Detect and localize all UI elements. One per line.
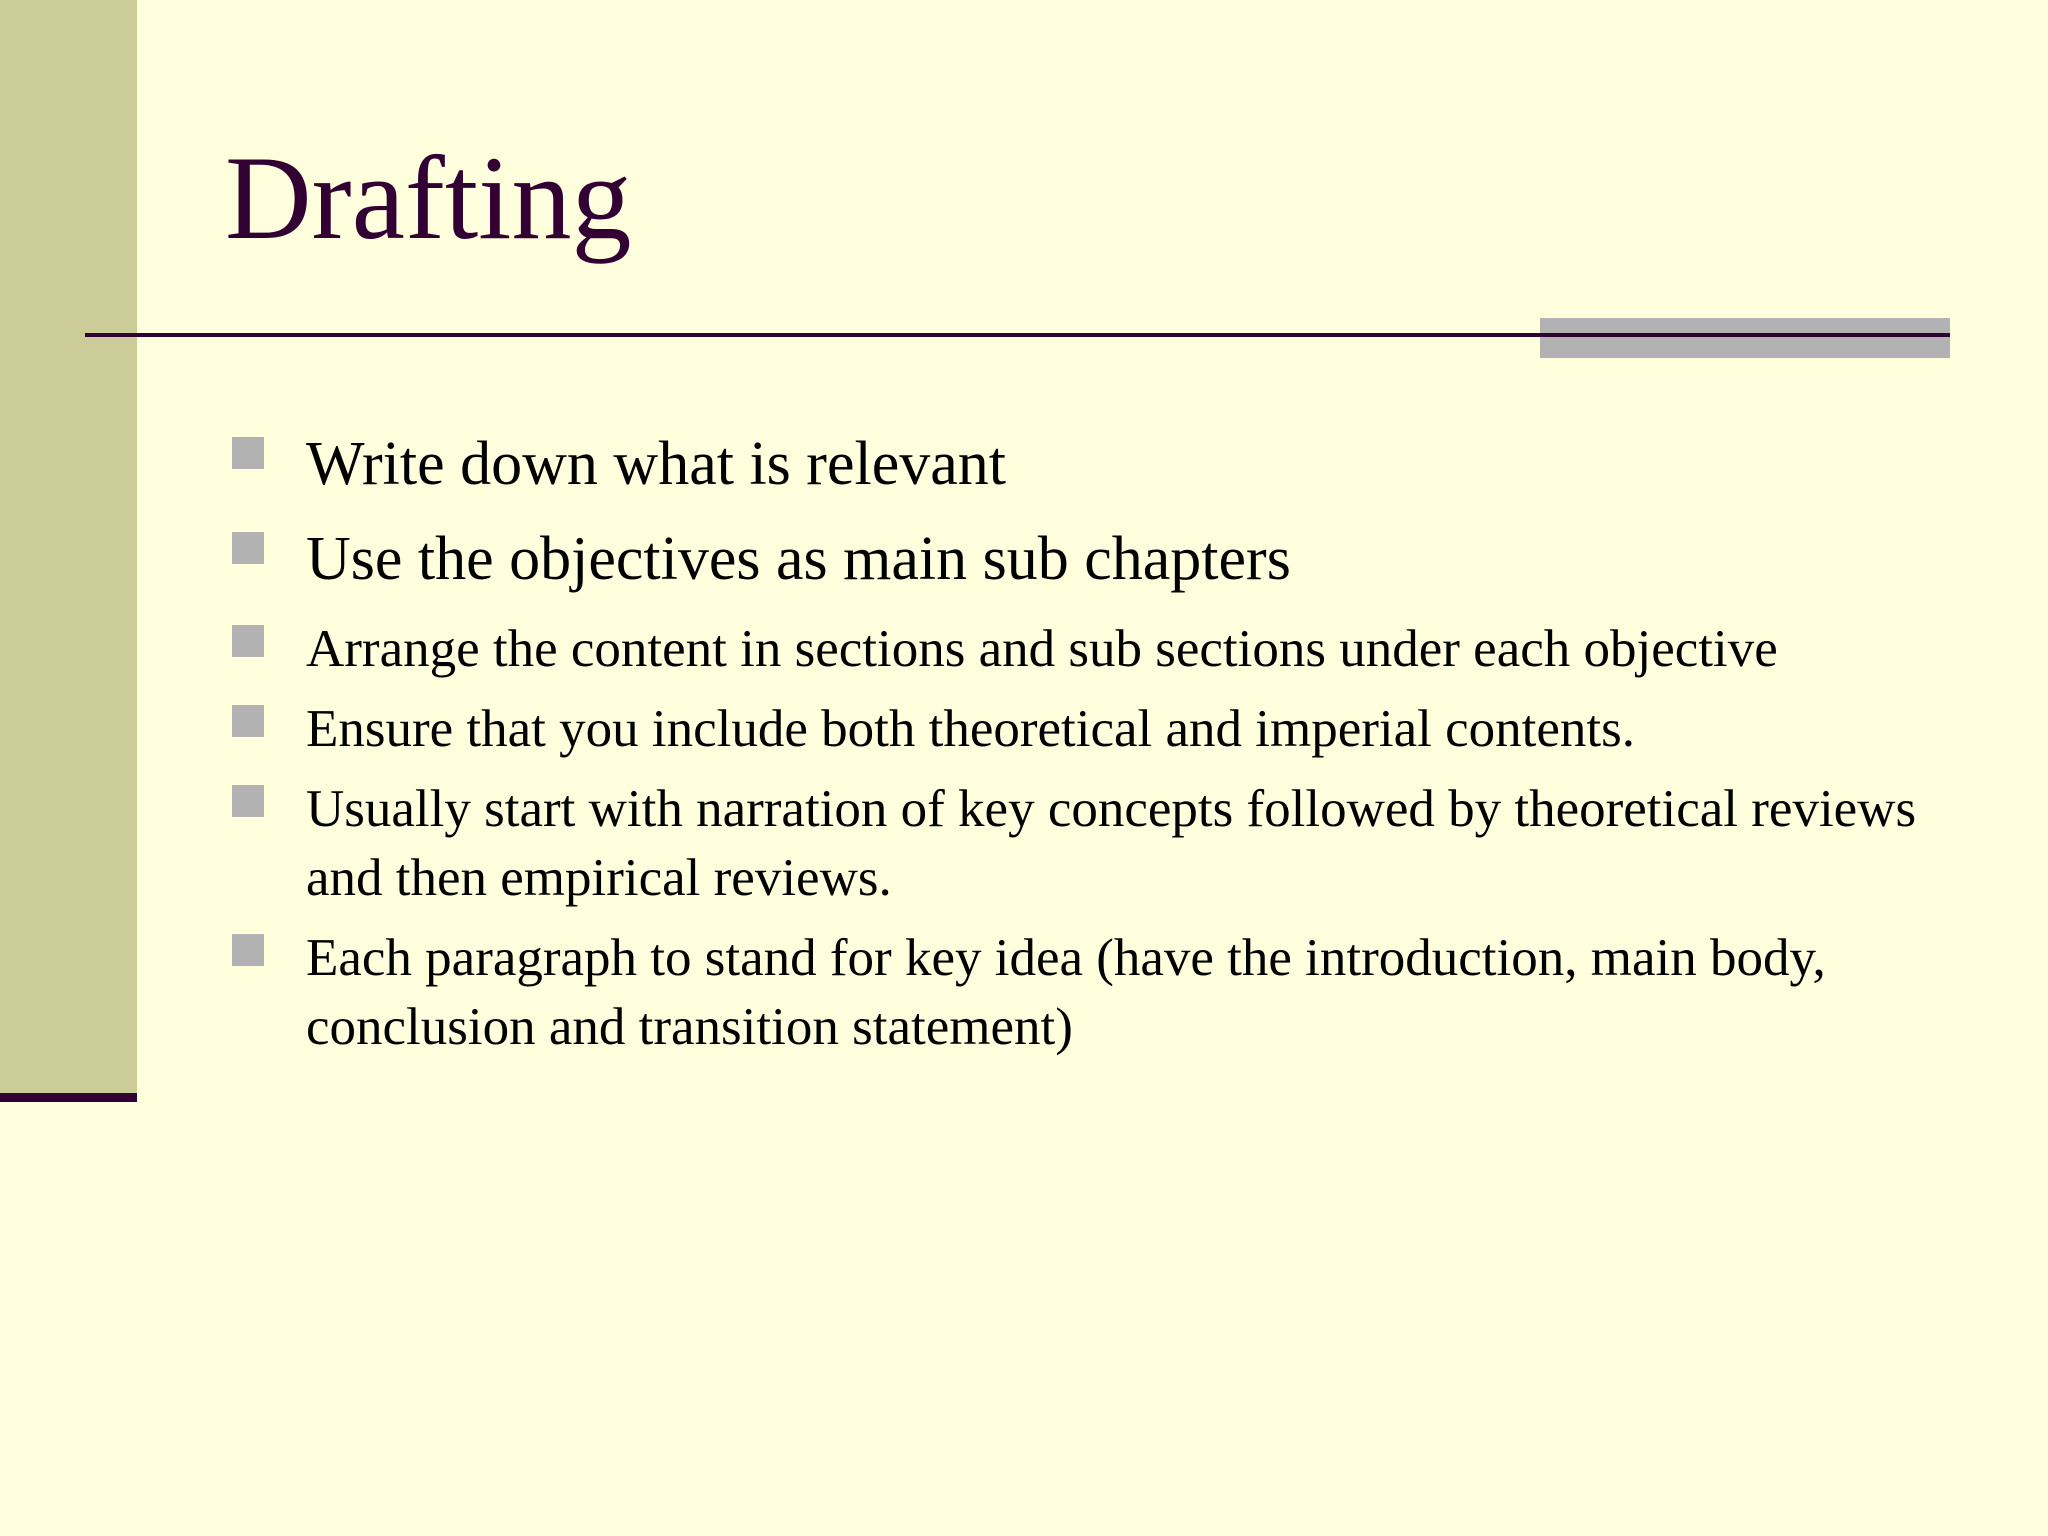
square-bullet-icon bbox=[232, 785, 264, 817]
slide-title: Drafting bbox=[225, 131, 632, 264]
left-decorative-bar bbox=[0, 0, 137, 1093]
bullet-item bbox=[232, 520, 1952, 598]
square-bullet-icon bbox=[232, 705, 264, 737]
title-divider-accent bbox=[1540, 318, 1950, 358]
bullet-list bbox=[232, 425, 1952, 1073]
bullet-text: Each paragraph to stand for key idea (have the introduction, main body, conclusion and transition statement) bbox=[306, 929, 1826, 1056]
bullet-item bbox=[232, 425, 1952, 503]
bullet-text: Write down what is relevant bbox=[306, 430, 1006, 498]
square-bullet-icon bbox=[232, 934, 264, 966]
square-bullet-icon bbox=[232, 437, 264, 469]
bullet-item bbox=[232, 924, 1952, 1062]
bullet-text: Usually start with narration of key concepts followed by theoretical reviews and then empirical reviews. bbox=[306, 780, 1917, 907]
bullet-item bbox=[232, 775, 1952, 913]
bullet-text: Use the objectives as main sub chapters bbox=[306, 525, 1291, 593]
bullet-item bbox=[232, 695, 1952, 764]
square-bullet-icon bbox=[232, 532, 264, 564]
left-bar-underline bbox=[0, 1093, 137, 1102]
square-bullet-icon bbox=[232, 625, 264, 657]
bullet-item bbox=[232, 615, 1952, 684]
bullet-text: Ensure that you include both theoretical and imperial contents. bbox=[306, 700, 1636, 758]
bullet-text: Arrange the content in sections and sub sections under each objective bbox=[306, 620, 1778, 678]
